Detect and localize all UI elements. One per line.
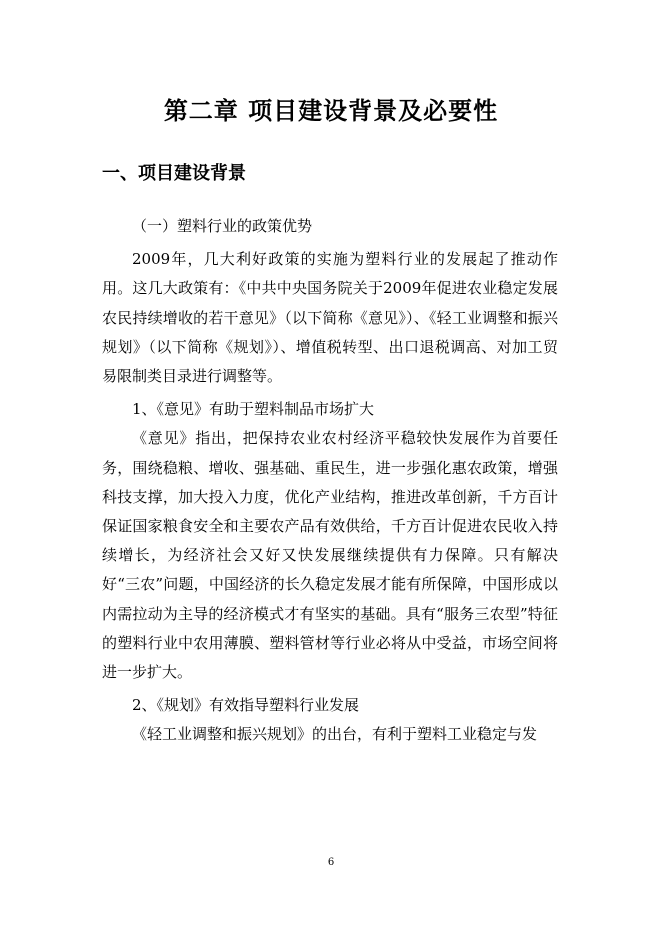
paragraph: 《意见》指出，把保持农业农村经济平稳较快发展作为首要任务，围绕稳粮、增收、强基础、重民生，进一步强化惠农政策，增强科技支撑，加大投入力度，优化产业结构，推进改革创新，千方百计保证国家粮食安全和主要农产品有效供给，千方百计促进农民收入持续增长，为经济社会又好又快发展继续提供有力保障。只有解决好“三农”问题，中国经济的长久稳定发展才能有所保障，中国形成以内需拉动为主导的经济模式才有坚实的基础。具有“服务三农型”特征的塑料行业中农用薄膜、塑料管材等行业必将从中受益，市场空间将进一步扩大。: [102, 429, 558, 682]
item-title: 1、《意见》有助于塑料制品市场扩大: [132, 400, 375, 419]
chapter-title: 第二章 项目建设背景及必要性: [163, 96, 499, 125]
body-text: [102, 212, 558, 750]
section-heading: 一、项目建设背景: [102, 163, 246, 184]
page-number: 6: [327, 857, 335, 868]
paragraph: 《轻工业调整和振兴规划》的出台，有利于塑料工业稳定与发: [132, 725, 538, 744]
subsection-title: （一）塑料行业的政策优势: [132, 217, 313, 235]
paragraph: 2009年，几大利好政策的实施为塑料行业的发展起了推动作用。这几大政策有：《中共中央国务院关于2009年促进农业稳定发展农民持续增收的若干意见》（以下简称《意见》）、《轻工业调整和振兴规划》（以下简称《规划》）、增值税转型、出口退税调高、对加工贸易限制类目录进行调整等。: [102, 250, 558, 386]
item-title: 2、《规划》有效指导塑料行业发展: [132, 696, 360, 715]
